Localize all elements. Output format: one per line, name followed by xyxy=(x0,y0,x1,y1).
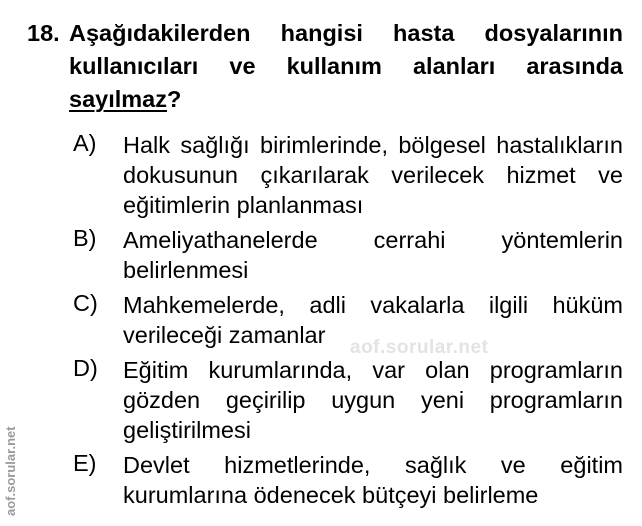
option-text: Ameliyathanelerde cerrahi yöntemlerin belirlenmesi xyxy=(123,227,623,283)
option-text: Halk sağlığı birimlerinde, bölgesel hastalıkların dokusunun çıkarılarak verilecek hizmet ve eğitimlerin planlanması xyxy=(123,132,623,218)
option-letter: A) xyxy=(73,130,97,156)
question-emphasis: sayılmaz xyxy=(69,86,167,112)
option-text: Eğitim kurumlarında, var olan programların gözden geçirilip uygun yeni programların geliştirilmesi xyxy=(123,357,623,443)
option-text: Mahkemelerde, adli vakalarla ilgili hüküm verileceği zamanlar xyxy=(123,292,623,348)
question-text-main: Aşağıdakilerden hangisi hasta dosyalarının kullanıcıları ve kullanım alanları arasında xyxy=(69,20,623,79)
center-watermark: aof.sorular.net xyxy=(350,337,489,358)
side-watermark: aof.sorular.net xyxy=(3,426,18,516)
option-letter: E) xyxy=(73,450,97,476)
option-b[interactable] xyxy=(73,225,623,285)
question xyxy=(27,17,623,116)
option-text: Devlet hizmetlerinde, sağlık ve eğitim kurumlarına ödenecek bütçeyi belirleme xyxy=(123,452,623,508)
option-a[interactable] xyxy=(73,130,623,220)
question-mark: ? xyxy=(166,86,182,112)
option-letter: C) xyxy=(73,290,98,316)
option-e[interactable] xyxy=(73,450,623,510)
option-c[interactable] xyxy=(73,290,623,350)
answer-options xyxy=(73,130,623,515)
option-letter: B) xyxy=(73,225,97,251)
option-d[interactable] xyxy=(73,355,623,445)
question-text xyxy=(69,17,623,116)
option-letter: D) xyxy=(73,355,98,381)
question-number: 18. xyxy=(27,20,60,46)
